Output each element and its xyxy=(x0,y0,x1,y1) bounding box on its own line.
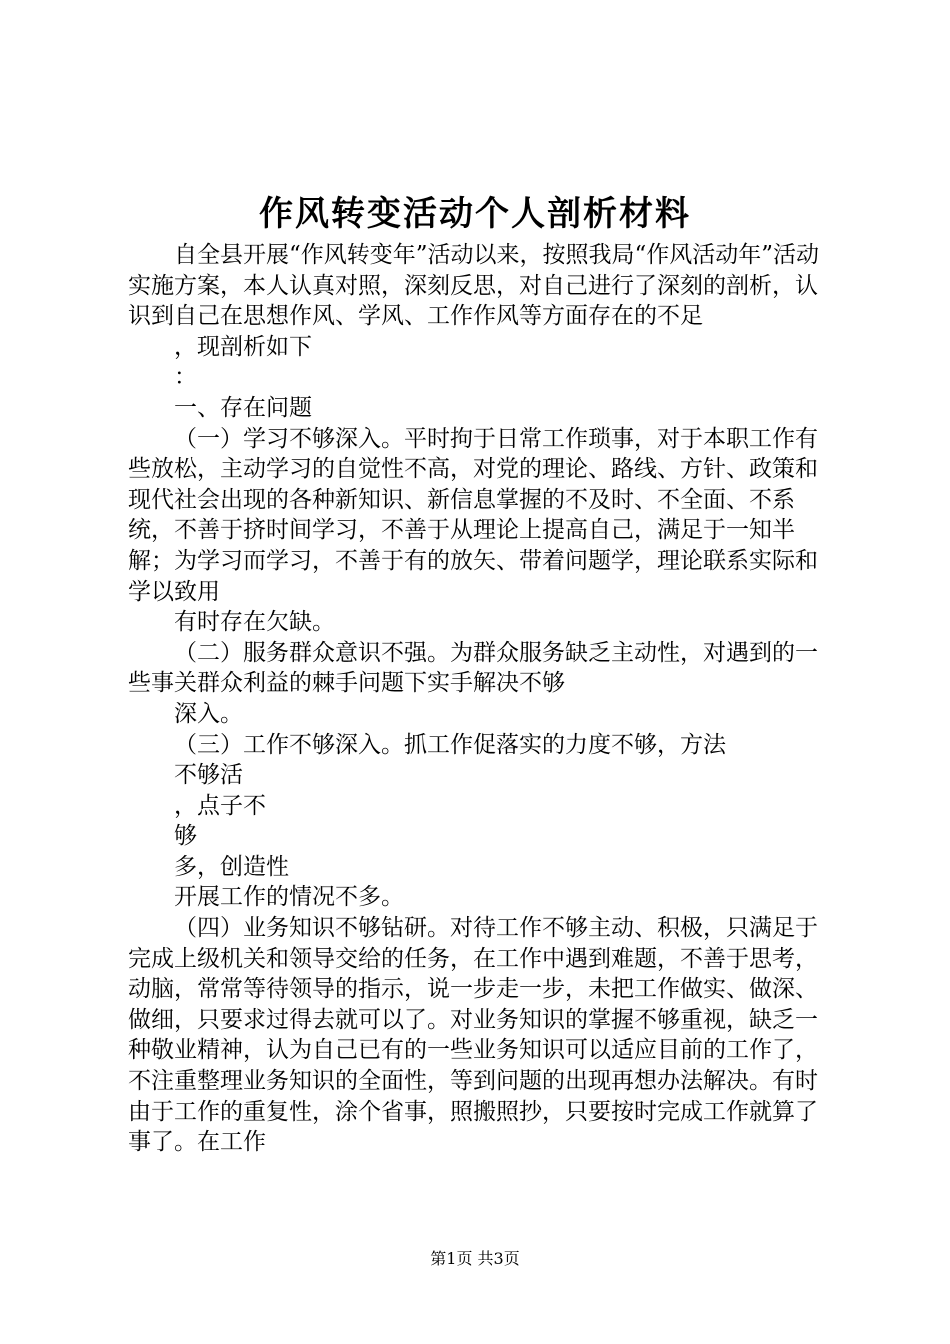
paragraph-fragment: 深入。 xyxy=(174,700,243,727)
paragraph-fragment: 有时存在欠缺。 xyxy=(174,609,335,636)
paragraph-item-2: （二）服务群众意识不强。为群众服务缺乏主动性，对遇到的一些事关群众利益的棘手问题下实手解决不够 xyxy=(128,639,818,697)
paragraph-item-1: （一）学习不够深入。平时拘于日常工作琐事，对于本职工作有些放松，主动学习的自觉性不高，对党的理论、路线、方针、政策和现代社会出现的各种新知识、新信息掌握的不及时、不全面、不系统，不善于挤时间学习，不善于从理论上提高自己，满足于一知半解；为学习而学习，不善于有的放矢、带着问题学，理论联系实际和学以致用 xyxy=(128,425,818,605)
paragraph-fragment: ： xyxy=(174,364,197,391)
document-title: 作风转变活动个人剖析材料 xyxy=(259,194,691,234)
paragraph-item-3: （三）工作不够深入。抓工作促落实的力度不够，方法 xyxy=(174,731,726,758)
paragraph-fragment: ，现剖析如下 xyxy=(174,333,312,360)
document-body xyxy=(128,240,836,1158)
paragraph-fragment: ，点子不 xyxy=(174,792,266,819)
section-heading: 一、存在问题 xyxy=(174,394,312,421)
paragraph-fragment: 不够活 xyxy=(174,762,243,789)
page-number: 第1页 共3页 xyxy=(430,1249,520,1268)
paragraph-fragment: 开展工作的情况不多。 xyxy=(174,884,404,911)
paragraph-item-4: （四）业务知识不够钻研。对待工作不够主动、积极，只满足于完成上级机关和领导交给的任务，在工作中遇到难题，不善于思考，动脑，常常等待领导的指示，说一步走一步，未把工作做实、做深、做细，只要求过得去就可以了。对业务知识的掌握不够重视，缺乏一种敬业精神，认为自己已有的一些业务知识可以适应目前的工作了，不注重整理业务知识的全面性，等到问题的出现再想办法解决。有时由于工作的重复性，涂个省事，照搬照抄，只要按时完成工作就算了事了。在工作 xyxy=(128,915,818,1156)
paragraph-fragment: 够 xyxy=(174,823,197,850)
paragraph-fragment: 多，创造性 xyxy=(174,853,289,880)
paragraph-intro: 自全县开展“作风转变年”活动以来，按照我局“作风活动年”活动实施方案，本人认真对照，深刻反思，对自己进行了深刻的剖析，认识到自己在思想作风、学风、工作作风等方面存在的不足 xyxy=(128,242,820,330)
